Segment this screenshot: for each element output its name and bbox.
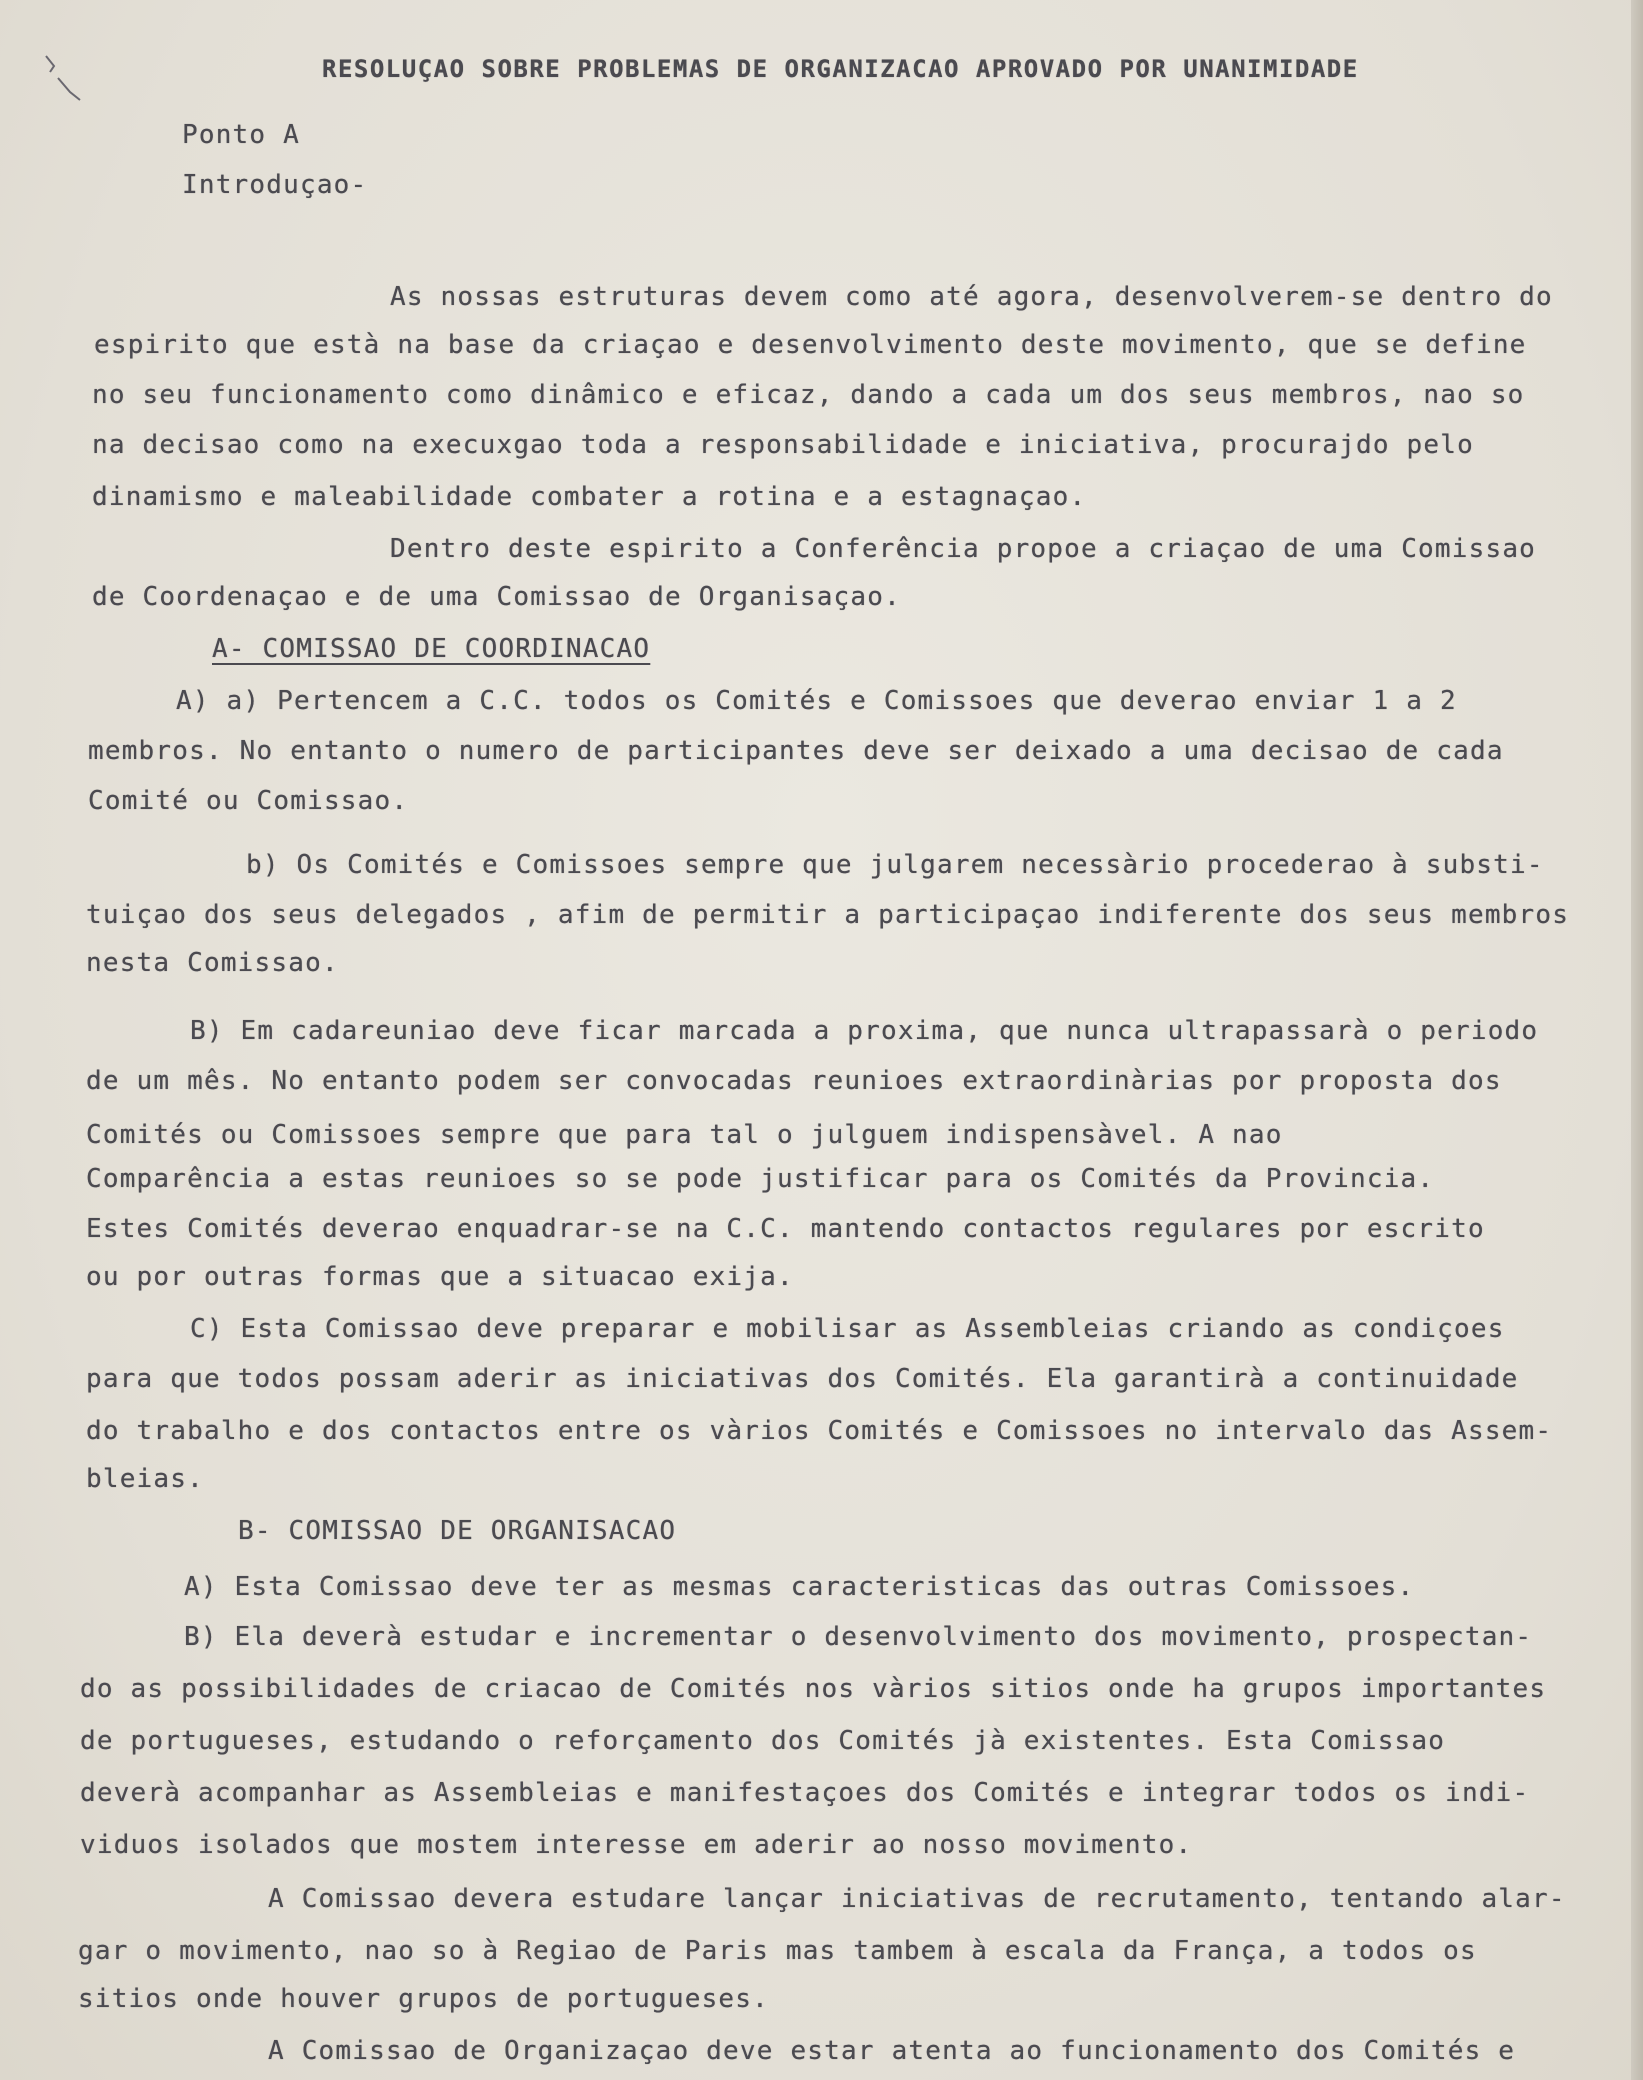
text-line: As nossas estruturas devem como até agora, desenvolverem-se dentro do [390,282,1553,312]
text-line: na decisao como na execuxgao toda a responsabilidade e iniciativa, procurajdo pelo [92,430,1474,460]
ponto-label: Ponto A [182,120,300,150]
text-line: bleias. [86,1464,204,1494]
text-line: Dentro deste espirito a Conferência propoe a criaçao de uma Comissao [390,534,1537,564]
text-line: Comparência a estas reunioes so se pode justificar para os Comités da Provincia. [86,1164,1435,1194]
text-line: b) Os Comités e Comissoes sempre que julgarem necessàrio procederao à substi- [246,850,1544,880]
text-line: de portugueses, estudando o reforçamento dos Comités jà existentes. Esta Comissao [80,1726,1446,1756]
text-line: sitios onde houver grupos de portugueses. [78,1984,769,2014]
text-line: deverà acompanhar as Assembleias e manifestaçoes dos Comités e integrar todos os indi- [80,1778,1530,1808]
text-line: viduos isolados que mostem interesse em aderir ao nosso movimento. [80,1830,1193,1860]
text-line: tuiçao dos seus delegados , afim de permitir a participaçao indiferente dos seus membros [86,900,1570,930]
text-line: gar o movimento, nao so à Regiao de Paris mas tambem à escala da França, a todos os [78,1936,1477,1966]
text-line: do as possibilidades de criacao de Comités nos vàrios sitios onde ha grupos importantes [80,1674,1547,1704]
text-line: A Comissao devera estudare lançar iniciativas de recrutamento, tentando alar- [268,1884,1566,1914]
text-line: nesta Comissao. [86,948,339,978]
text-line: espirito que està na base da criaçao e desenvolvimento deste movimento, que se define [94,330,1527,360]
text-line: dinamismo e maleabilidade combater a rotina e a estagnaçao. [92,482,1087,512]
text-line: A) a) Pertencem a C.C. todos os Comités e Comissoes que deverao enviar 1 a 2 [176,686,1457,716]
text-line: de Coordenaçao e de uma Comissao de Organisaçao. [92,582,901,612]
text-line: A Comissao de Organizaçao deve estar atenta ao funcionamento dos Comités e [268,2036,1516,2066]
text-line: Comités ou Comissoes sempre que para tal o julguem indispensàvel. A nao [86,1120,1283,1150]
text-line: Comité ou Comissao. [88,786,409,816]
text-line: A) Esta Comissao deve ter as mesmas caracteristicas das outras Comissoes. [184,1572,1415,1602]
ink-smudge [40,48,100,108]
text-line: ou por outras formas que a situacao exija. [86,1262,794,1292]
section-heading-coordinacao: A- COMISSAO DE COORDINACAO [212,634,651,664]
document-title: RESOLUÇAO SOBRE PROBLEMAS DE ORGANIZACAO APROVADO POR UNANIMIDADE [322,55,1359,83]
text-line: Estes Comités deverao enquadrar-se na C.C. mantendo contactos regulares por escrito [86,1214,1485,1244]
paper-edge [1631,0,1643,2080]
text-line: no seu funcionamento como dinâmico e eficaz, dando a cada um dos seus membros, nao so [92,380,1525,410]
text-line: membros. No entanto o numero de participantes deve ser deixado a uma decisao de cada [88,736,1504,766]
text-line: de um mês. No entanto podem ser convocadas reunioes extraordinàrias por proposta dos [86,1066,1502,1096]
text-line: B) Ela deverà estudar e incrementar o desenvolvimento dos movimento, prospectan- [184,1622,1533,1652]
text-line: C) Esta Comissao deve preparar e mobilisar as Assembleias criando as condiçoes [190,1314,1505,1344]
intro-heading: Introduçao- [182,170,368,200]
text-line: do trabalho e dos contactos entre os vàrios Comités e Comissoes no intervalo das Assem- [86,1416,1553,1446]
section-heading-organisacao: B- COMISSAO DE ORGANISACAO [238,1516,677,1546]
text-line: para que todos possam aderir as iniciativas dos Comités. Ela garantirà a continuidade [86,1364,1519,1394]
text-line: B) Em cadareuniao deve ficar marcada a proxima, que nunca ultrapassarà o periodo [190,1016,1539,1046]
